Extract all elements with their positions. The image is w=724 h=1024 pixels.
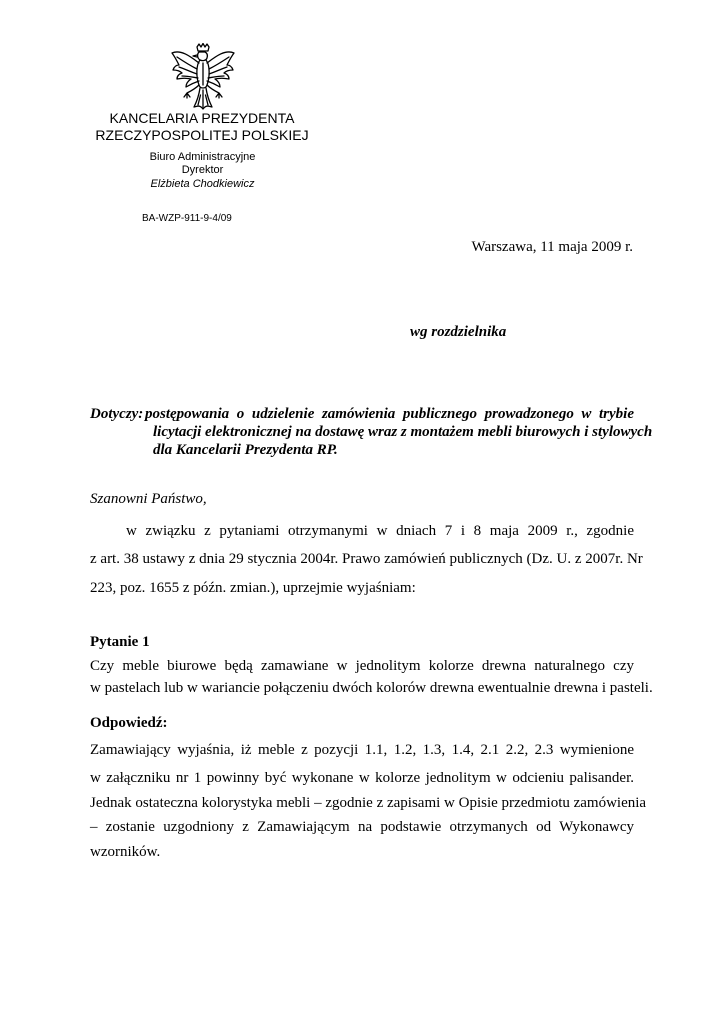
subject-label: Dotyczy: — [90, 406, 144, 422]
subject-line: postępowania o udzielenie zamówienia publicznego prowadzonego w trybie — [145, 406, 634, 422]
answer-text-line: Jednak ostateczna kolorystyka mebli – zgodnie z zapisami w Opisie przedmiotu zamówienia — [90, 795, 647, 811]
intro-paragraph-line: z art. 38 ustawy z dnia 29 stycznia 2004r. Prawo zamówień publicznych (Dz. U. z 2007r. Nr — [90, 551, 643, 567]
question-text-line: w pastelach lub w wariancie połączeniu dwóch kolorów drewna ewentualnie drewna i pasteli. — [90, 680, 653, 696]
recipient-distribution: wg rozdzielnika — [410, 324, 507, 340]
organization-name-line2: RZECZYPOSPOLITEJ POLSKIEJ — [95, 127, 309, 143]
bureau-name: Biuro Administracyjne — [149, 151, 256, 163]
letter-date: Warszawa, 11 maja 2009 r. — [471, 239, 633, 255]
director-name: Elżbieta Chodkiewicz — [150, 178, 255, 190]
question-text-line: Czy meble biurowe będą zamawiane w jednolitym kolorze drewna naturalnego czy — [90, 658, 634, 674]
intro-paragraph-line: w związku z pytaniami otrzymanymi w dniach 7 i 8 maja 2009 r., zgodnie — [126, 523, 634, 539]
intro-paragraph-line: 223, poz. 1655 z późn. zmian.), uprzejmie wyjaśniam: — [90, 580, 416, 596]
answer-text-line: – zostanie uzgodniony z Zamawiającym na podstawie otrzymanych od Wykonawcy — [90, 819, 634, 835]
question-heading: Pytanie 1 — [90, 634, 150, 650]
position-title: Dyrektor — [181, 164, 224, 176]
polish-eagle-emblem-icon — [169, 43, 237, 113]
answer-text-line: w załączniku nr 1 powinny być wykonane w kolorze jednolitym w odcieniu palisander. — [90, 770, 634, 786]
organization-name-line1: KANCELARIA PREZYDENTA — [109, 110, 295, 126]
subject-line: dla Kancelarii Prezydenta RP. — [153, 442, 338, 458]
answer-heading: Odpowiedź: — [90, 715, 168, 731]
answer-text-line: Zamawiający wyjaśnia, iż meble z pozycji 1.1, 1.2, 1.3, 1.4, 2.1 2.2, 2.3 wymienione — [90, 742, 634, 758]
salutation: Szanowni Państwo, — [90, 491, 207, 507]
subject-line: licytacji elektronicznej na dostawę wraz z montażem mebli biurowych i stylowych — [153, 424, 653, 440]
reference-number: BA-WZP-911-9-4/09 — [142, 213, 232, 224]
answer-text-line: wzorników. — [90, 844, 161, 860]
